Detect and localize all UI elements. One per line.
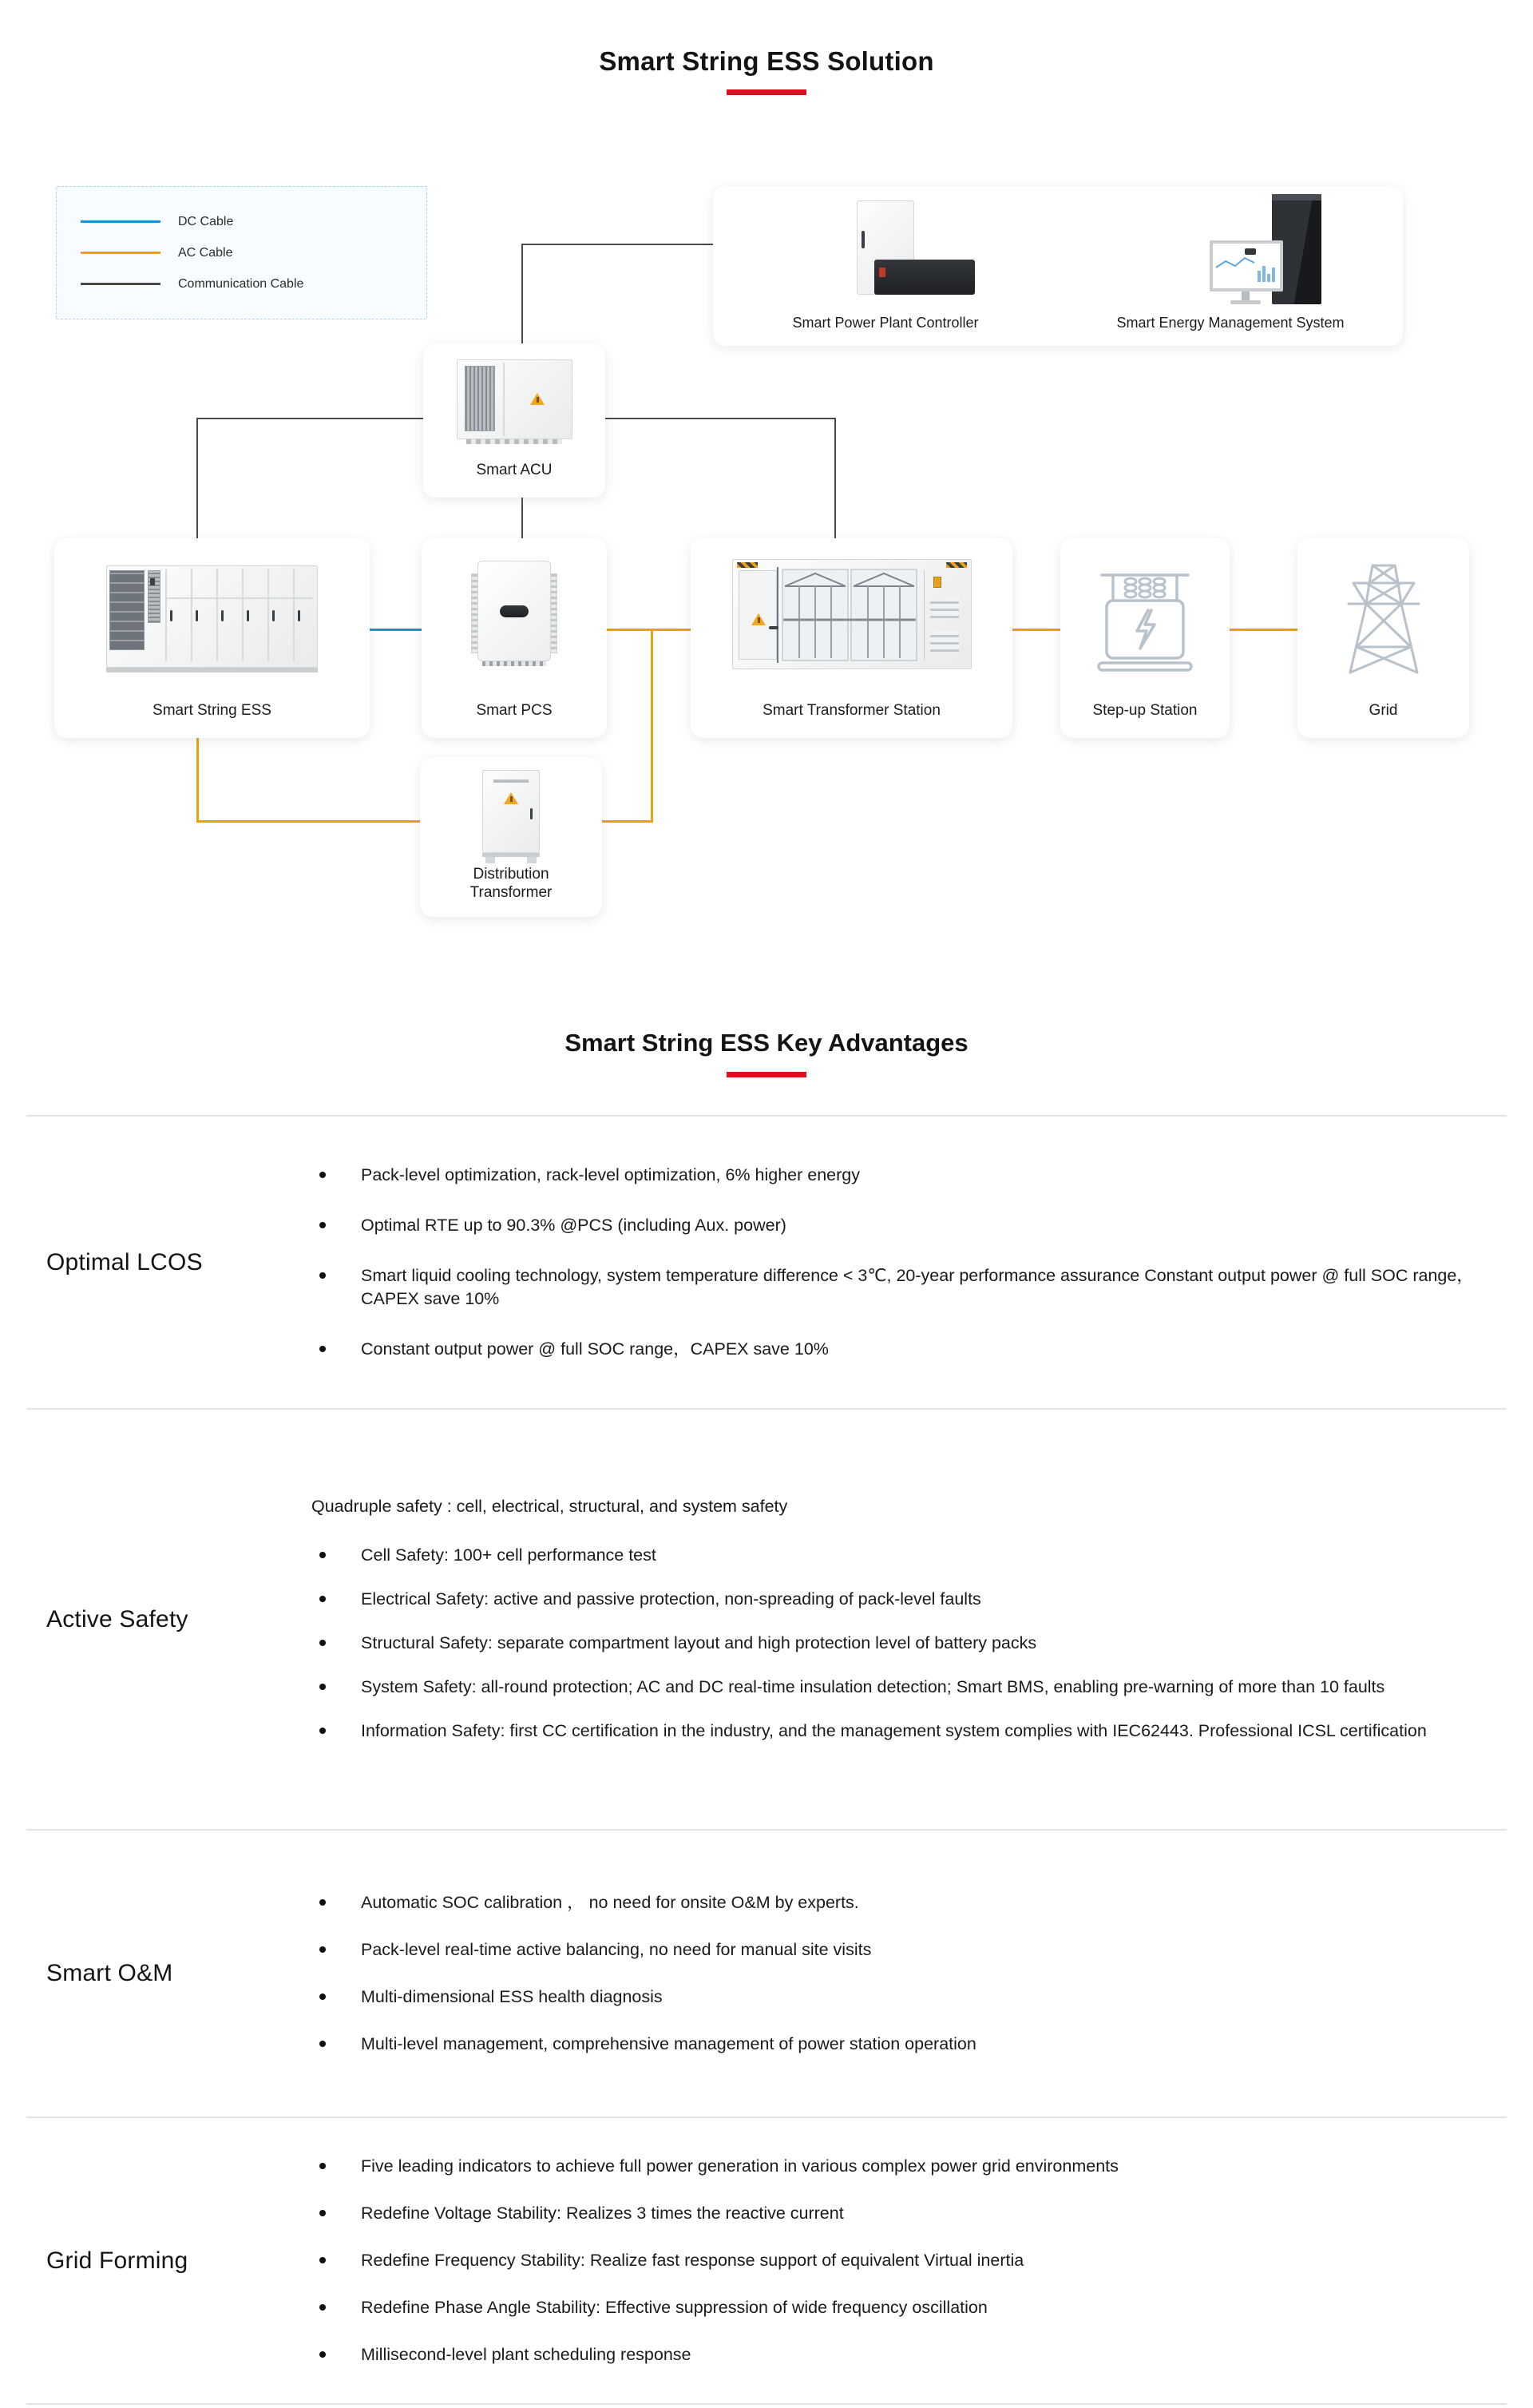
advantage-row-smart-om (26, 1831, 1507, 2118)
dc-cable-swatch (81, 220, 160, 223)
advantages-title-wrap (0, 998, 1533, 1115)
comm-cable-acu-down (521, 496, 523, 540)
legend-label: AC Cable (178, 245, 233, 260)
stepup-station-card (1060, 538, 1230, 738)
legend-item-ac (81, 246, 426, 260)
warning-icon (504, 792, 518, 804)
row-content (311, 1831, 1507, 2116)
row-content (311, 1410, 1507, 1829)
comm-cable-swatch (81, 283, 160, 285)
advantages-table (26, 1115, 1507, 2405)
comm-cable-to-controller (521, 244, 713, 245)
ac-cable-dist-transformer-up (651, 630, 653, 823)
comm-cable-to-ess (196, 418, 198, 540)
row-label-col (26, 1117, 311, 1408)
bullet-dot (319, 1684, 326, 1690)
row-label-col (26, 1831, 311, 2116)
solution-diagram (0, 0, 1533, 998)
bullet-item: Electrical Safety: active and passive protection, non-spreading of pack-level faults (311, 1588, 1475, 1611)
advantage-row-grid-forming (26, 2118, 1507, 2403)
advantages-title: Smart String ESS Key Advantages (564, 1029, 969, 1057)
row-label-col (26, 1410, 311, 1829)
legend-item-comm (81, 277, 426, 292)
bullet-item: Five leading indicators to achieve full power generation in various complex power grid environments (311, 2155, 1475, 2178)
bullet-dot (319, 2041, 326, 2047)
station-interior (782, 569, 917, 661)
grid-card (1297, 538, 1469, 738)
diagram-title: Smart String ESS Solution (599, 46, 934, 76)
row-content (311, 2118, 1507, 2403)
bullet-dot (319, 1899, 326, 1906)
bullet-dot (319, 1552, 326, 1558)
legend-item-dc (81, 215, 426, 229)
bullet-item: Pack-level real-time active balancing, no need for manual site visits (311, 1938, 1475, 1962)
bullet-dot (319, 1728, 326, 1734)
distribution-transformer-image (482, 770, 540, 864)
transformer-station-image (732, 559, 972, 675)
ac-cable-ess-down (196, 736, 199, 823)
bullet-item: Information Safety: first CC certification in the industry, and the management system complies with IEC62443. Professional ICSL certification (311, 1720, 1475, 1743)
distribution-transformer-label-line2: Transformer (469, 884, 553, 902)
stepup-station-label: Step-up Station (1092, 702, 1198, 720)
smart-pcs-card (422, 538, 607, 738)
smart-transformer-station-card (691, 538, 1012, 738)
bullet-dot (319, 2163, 326, 2169)
row-label: Grid Forming (46, 2247, 188, 2274)
bullet-dot (319, 1346, 326, 1352)
bullet-dot (319, 2210, 326, 2216)
ac-cable-ts-stepup (1011, 629, 1062, 631)
bullet-dot (319, 1272, 326, 1279)
acu-image (457, 359, 572, 447)
row-intro: Quadruple safety : cell, electrical, structural, and system safety (311, 1496, 788, 1516)
bullet-item: Smart liquid cooling technology, system temperature difference < 3℃, 20-year performance assurance Constant output power @ full SOC range，CAPEX save 10% (311, 1264, 1475, 1311)
power-plant-controller-image (833, 200, 976, 304)
bullet-item: Automatic SOC calibration ， no need for onsite O&M by experts. (311, 1891, 1475, 1914)
ac-cable-to-dist-transformer (196, 820, 422, 823)
row-content (311, 1117, 1507, 1408)
smart-acu-card (423, 343, 605, 498)
bullet-dot (319, 1946, 326, 1953)
bullet-item: Multi-level management, comprehensive management of power station operation (311, 2033, 1475, 2056)
bullet-item: Cell Safety: 100+ cell performance test (311, 1544, 1475, 1567)
management-layer-card (713, 186, 1403, 346)
comm-cable-acu-up (521, 244, 523, 345)
transformer-station-label: Smart Transformer Station (763, 702, 941, 720)
row-label: Smart O&M (46, 1960, 173, 1986)
bullet-item: Optimal RTE up to 90.3% @PCS (including Aux. power) (311, 1214, 1475, 1237)
bullet-item: Millisecond-level plant scheduling response (311, 2343, 1475, 2366)
distribution-transformer-label (420, 865, 602, 903)
distribution-transformer-label-line1: Distribution (473, 865, 549, 883)
pcs-image (471, 561, 557, 672)
controller-label: Smart Power Plant Controller (792, 314, 979, 331)
bullet-dot (319, 2351, 326, 2358)
ac-cable-dist-transformer-out (600, 820, 653, 823)
acu-label: Smart ACU (476, 462, 553, 479)
bullet-dot (319, 1172, 326, 1178)
bullet-item: Redefine Phase Angle Stability: Effective suppression of wide frequency oscillation (311, 2296, 1475, 2319)
ac-cable-pcs-ts (605, 629, 692, 631)
row-label: Active Safety (46, 1605, 188, 1632)
row-label-col (26, 2118, 311, 2403)
bullet-item: Structural Safety: separate compartment layout and high protection level of battery packs (311, 1632, 1475, 1655)
ess-image (106, 562, 318, 674)
bullet-dot (319, 2257, 326, 2263)
smart-string-ess-card (54, 538, 370, 738)
bullet-dot (319, 1993, 326, 2000)
dashboard-chart (1213, 244, 1280, 288)
bullet-item: Pack-level optimization, rack-level optimization, 6% higher energy (311, 1164, 1475, 1187)
ems-image (1192, 194, 1344, 306)
bullet-dot (319, 1596, 326, 1602)
bullet-item: System Safety: all-round protection; AC and DC real-time insulation detection; Smart BMS, enabling pre-warning of more than 10 faults (311, 1676, 1475, 1699)
ac-cable-swatch (81, 252, 160, 254)
bullet-dot (319, 1640, 326, 1646)
pcs-label: Smart PCS (476, 702, 553, 720)
distribution-transformer-card (420, 757, 602, 917)
bullet-item: Redefine Frequency Stability: Realize fast response support of equivalent Virtual inertia (311, 2249, 1475, 2272)
grid-label: Grid (1369, 702, 1398, 720)
row-label: Optimal LCOS (46, 1248, 203, 1275)
legend-label: Communication Cable (178, 276, 304, 291)
ess-label: Smart String ESS (153, 702, 271, 720)
bullet-item: Redefine Voltage Stability: Realizes 3 times the reactive current (311, 2202, 1475, 2225)
ac-cable-stepup-grid (1228, 629, 1299, 631)
advantages-title-underline (727, 1072, 806, 1077)
warning-icon (530, 393, 545, 405)
legend-label: DC Cable (178, 214, 234, 228)
bullet-dot (319, 1222, 326, 1228)
bullet-dot (319, 2304, 326, 2311)
dc-cable-ess-pcs (368, 629, 423, 631)
cable-legend (56, 186, 427, 319)
advantage-row-optimal-lcos (26, 1117, 1507, 1410)
comm-cable-to-transformer-station (834, 418, 836, 540)
ems-label: Smart Energy Management System (1116, 314, 1345, 331)
grid-tower-icon (1344, 559, 1424, 679)
bullet-item: Multi-dimensional ESS health diagnosis (311, 1986, 1475, 2009)
stepup-station-icon (1095, 564, 1194, 676)
key-advantages-section (0, 998, 1533, 2405)
warning-icon (751, 613, 766, 625)
title-underline (727, 89, 806, 95)
advantage-row-active-safety (26, 1410, 1507, 1831)
bullet-item: Constant output power @ full SOC range，CAPEX save 10% (311, 1338, 1475, 1361)
